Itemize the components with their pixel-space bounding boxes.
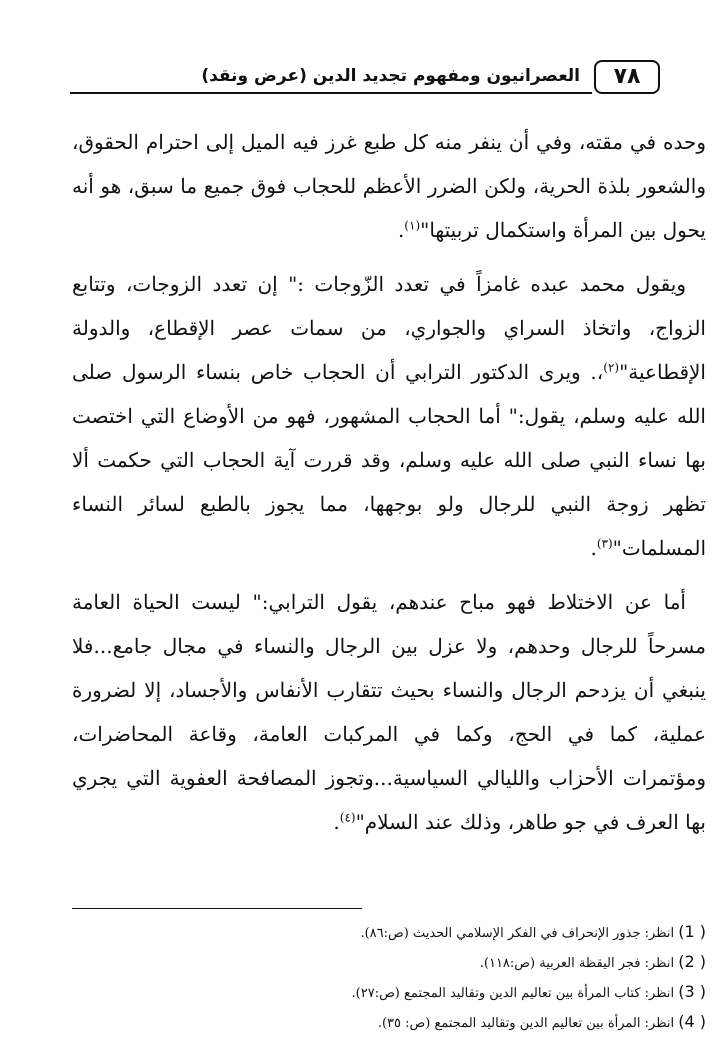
paragraph-1-text: وحده في مقته، وفي أن ينفر منه كل طبع غرز فيه الميل إلى احترام الحقوق، والشعور بلذة الحرية، ولكن الضرر الأعظم للحجاب فوق جميع ما سبق، هو أنه يحول بين المرأة واستكمال تربيتها" [72, 130, 706, 242]
running-title: العصرانيون ومفهوم تجديد الدين (عرض ونقد) [201, 66, 580, 86]
footnote-ref-4[interactable]: (٤) [339, 810, 356, 825]
footnote-4 [72, 1008, 706, 1038]
paragraph-1-end: . [397, 218, 405, 242]
footnote-2 [72, 948, 706, 978]
paragraph-3-text: أما عن الاختلاط فهو مباح عندهم، يقول الترابي:" ليست الحياة العامة مسرحاً للرجال وحدهم، ولا عزل بين الرجال والنساء في مجال جامع...فلا ينبغي أن يزدحم الرجال والنساء بحيث تتقارب الأنفاس والأجساد، إلا لضرورة عملية، كما في الحج، وكما في المركبات العامة، وقاعة المحاضرات، ومؤتمرات الأحزاب والليالي السياسية...وتجوز المصافحة العفوية التي يجري بها العرف في جو طاهر، وذلك عند السلام" [72, 590, 706, 834]
footnote-number: ( 1) [678, 922, 706, 941]
footnote-text: انظر: جذور الإنحراف في الفكر الإسلامي الحديث (ص:٨٦). [360, 926, 675, 941]
footnote-3 [72, 978, 706, 1008]
footnote-1 [72, 918, 706, 948]
body-text [72, 120, 706, 854]
page-number: ٧٨ [594, 60, 660, 94]
paragraph-3-end: . [333, 810, 340, 834]
footnote-text: انظر: كتاب المرأة بين تعاليم الدين وتقاليد المجتمع (ص:٢٧). [351, 986, 675, 1001]
paragraph-2-end: . [590, 536, 597, 560]
footnote-number: ( 4) [678, 1012, 706, 1031]
footnote-ref-3[interactable]: (٣) [596, 536, 613, 551]
footnote-ref-2[interactable]: (٢) [603, 360, 620, 375]
page-header [70, 56, 652, 102]
footnote-number: ( 3) [678, 982, 706, 1001]
paragraph-1 [72, 120, 706, 252]
header-rule [70, 92, 592, 94]
footnote-text: انظر: المرأة بين تعاليم الدين وتقاليد المجتمع (ص: ٣٥). [377, 1016, 675, 1031]
footnotes [72, 918, 706, 1038]
footnote-rule [72, 908, 362, 909]
paragraph-2 [72, 262, 706, 570]
paragraph-2-middle: ،. ويرى الدكتور الترابي أن الحجاب خاص بنساء الرسول صلى الله عليه وسلم، يقول:" أما الحجاب المشهور، فهو من الأوضاع التي اختصت بها نساء النبي صلى الله عليه وسلم، وقد قررت آية الحجاب التي حكمت ألا تظهر زوجة النبي للرجال ولو بوجهها، مما يجوز بالطبع لسائر النساء المسلمات" [72, 360, 706, 560]
footnote-ref-1[interactable]: (١) [404, 218, 421, 233]
paragraph-3 [72, 580, 706, 844]
footnote-number: ( 2) [678, 952, 706, 971]
footnote-text: انظر: فجر اليقظة العربية (ص:١١٨). [479, 956, 675, 971]
paragraph-2-text: ويقول محمد عبده غامزاً في تعدد الزّوجات :" إن تعدد الزوجات، وتتابع الزواج، واتخاذ السراي والجواري، من سمات عصر الإقطاع، والدولة الإقطاعية" [72, 272, 706, 384]
